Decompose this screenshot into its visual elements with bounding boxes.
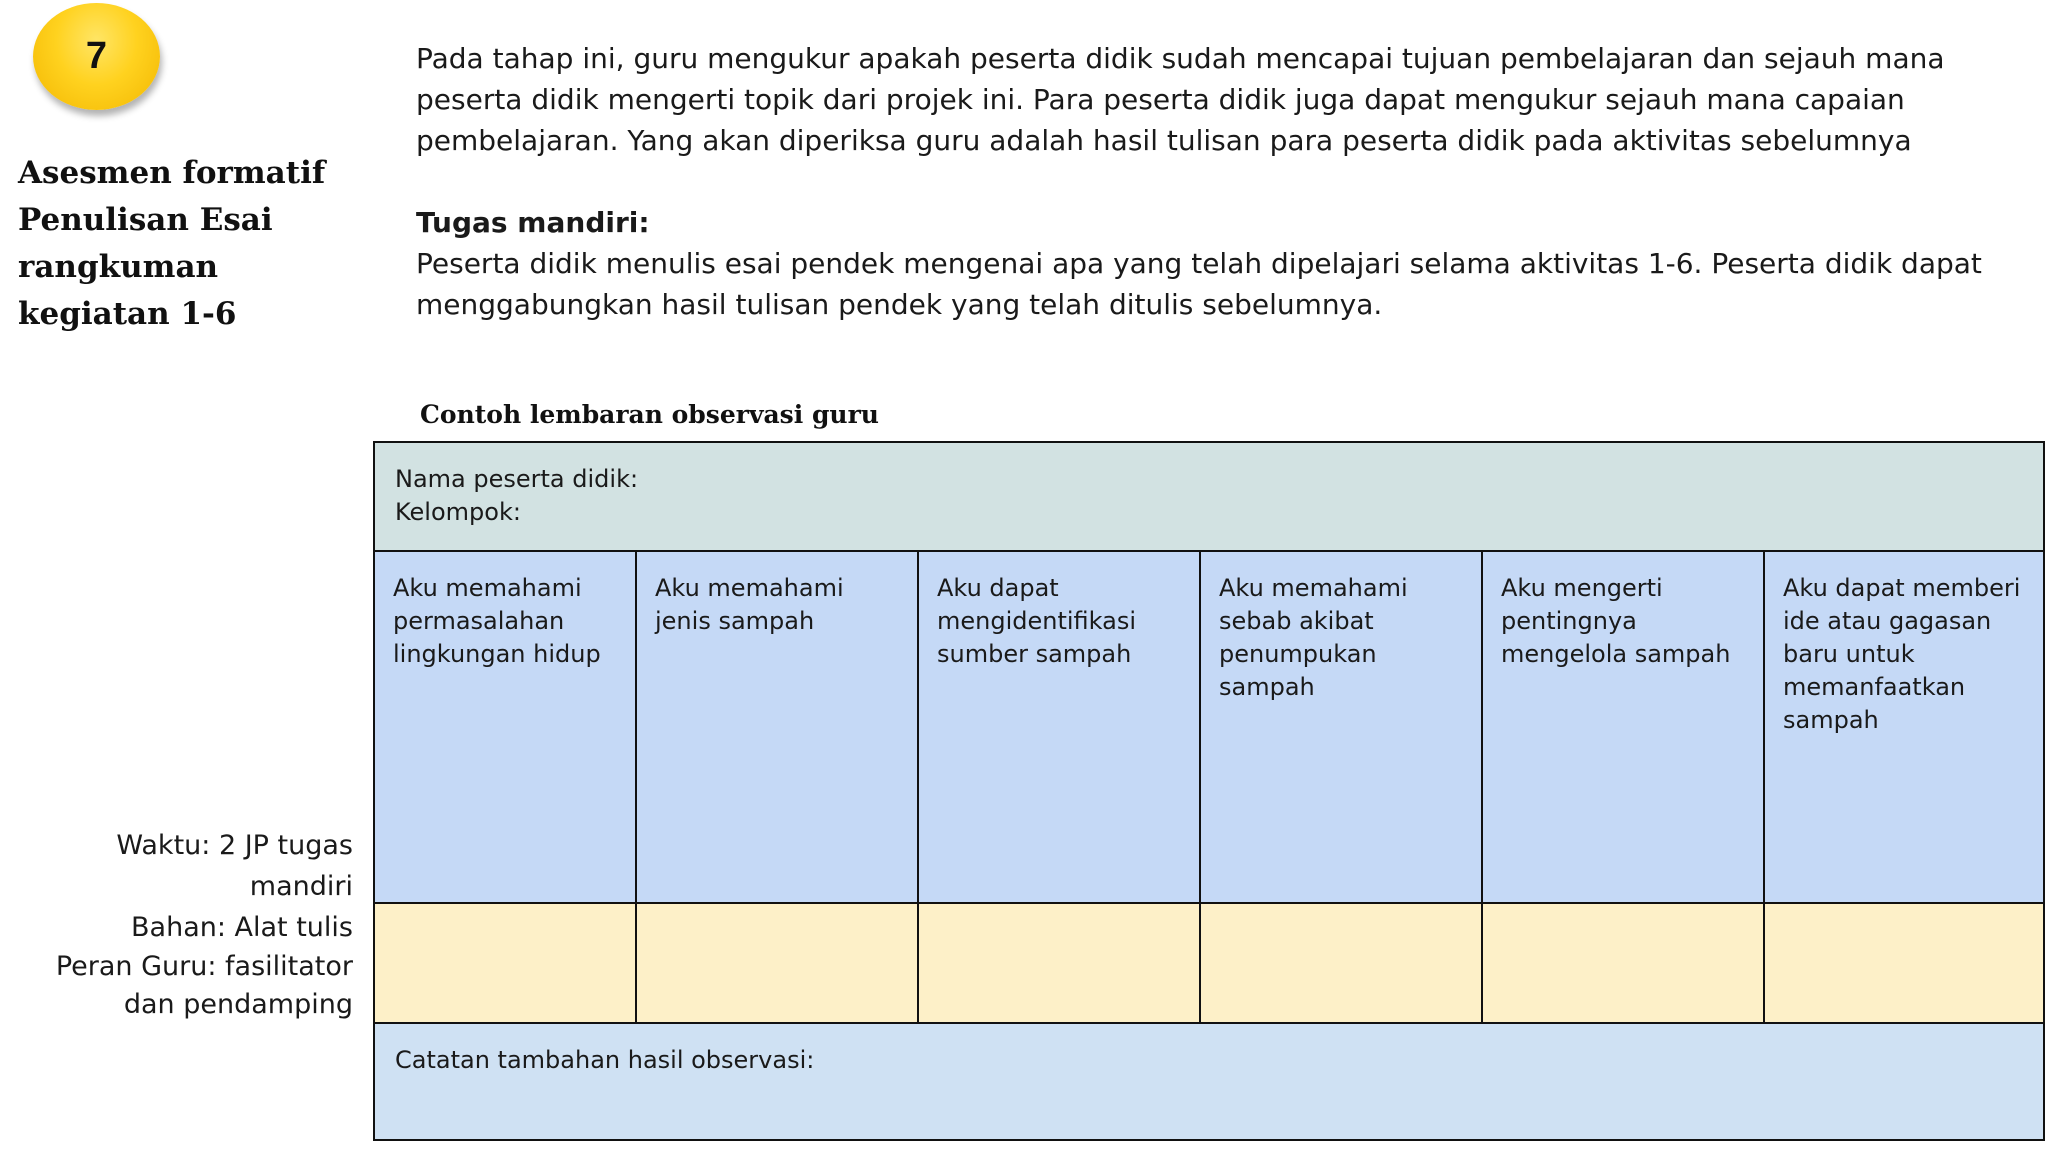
criteria-row <box>375 552 2043 904</box>
criterion-cell: Aku memahami sebab akibat penumpukan sampah <box>1201 552 1483 902</box>
activity-title <box>18 150 358 338</box>
notes-label: Catatan tambahan hasil observasi: <box>395 1046 815 1074</box>
meta-line: dan pendamping <box>123 989 353 1020</box>
activity-title-line: Penulisan Esai <box>18 202 273 238</box>
task-heading: Tugas mandiri: <box>416 206 650 239</box>
score-cell <box>1765 904 2043 1022</box>
criterion-cell: Aku memahami permasalahan lingkungan hidup <box>375 552 637 902</box>
score-row <box>375 904 2043 1024</box>
score-cell <box>375 904 637 1022</box>
group-label: Kelompok: <box>395 498 521 526</box>
task-description: Peserta didik menulis esai pendek mengenai apa yang telah dipelajari selama aktivitas 1-6. Peserta didik dapat menggabungkan hasil tulisan pendek yang telah ditulis sebelumnya. <box>416 247 1982 321</box>
meta-line: Waktu: 2 JP tugas <box>116 830 353 861</box>
score-cell <box>1201 904 1483 1022</box>
student-info-row <box>375 443 2043 552</box>
intro-paragraph: Pada tahap ini, guru mengukur apakah peserta didik sudah mencapai tujuan pembelajaran dan sejauh mana peserta didik mengerti topik dari projek ini. Para peserta didik juga dapat mengukur sejauh mana capaian pembelajaran. Yang akan diperiksa guru adalah hasil tulisan para peserta didik pada aktivitas sebelumnya <box>416 42 1945 157</box>
activity-title-line: Asesmen formatif <box>18 155 326 191</box>
activity-title-line: rangkuman <box>18 249 219 285</box>
observation-table <box>373 441 2045 1141</box>
score-cell <box>637 904 919 1022</box>
activity-meta <box>30 825 353 1024</box>
criterion-cell: Aku dapat memberi ide atau gagasan baru untuk memanfaatkan sampah <box>1765 552 2043 902</box>
notes-row <box>375 1024 2043 1139</box>
criterion-cell: Aku mengerti pentingnya mengelola sampah <box>1483 552 1765 902</box>
student-name-label: Nama peserta didik: <box>395 465 639 493</box>
meta-line: mandiri <box>249 871 353 902</box>
score-cell <box>1483 904 1765 1022</box>
observation-sheet-caption: Contoh lembaran observasi guru <box>420 400 879 429</box>
criterion-cell: Aku memahami jenis sampah <box>637 552 919 902</box>
step-number-badge: 7 <box>33 3 160 110</box>
meta-line: Peran Guru: fasilitator <box>55 951 353 982</box>
meta-line: Bahan: Alat tulis <box>131 912 353 943</box>
activity-title-line: kegiatan 1-6 <box>18 296 237 332</box>
criterion-cell: Aku dapat mengidentifikasi sumber sampah <box>919 552 1201 902</box>
score-cell <box>919 904 1201 1022</box>
